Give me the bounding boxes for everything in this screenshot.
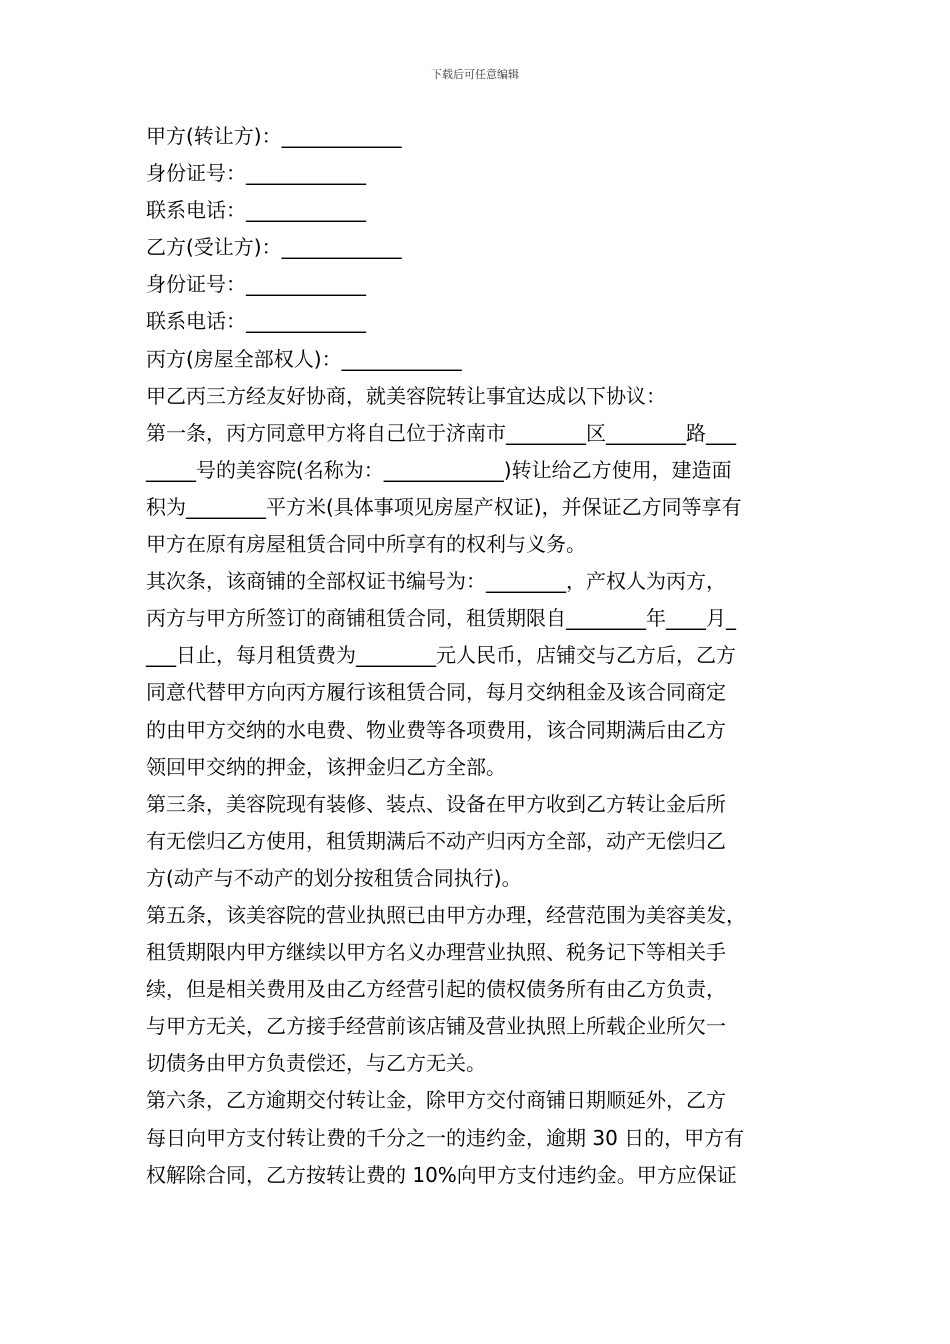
- text-line: 领回甲交纳的押金，该押金归乙方全部。: [146, 754, 506, 779]
- text-line: 身份证号：____________: [146, 272, 366, 297]
- text-line: 每日向甲方支付转让费的千分之一的违约金，逾期 30 日的，甲方有: [146, 1125, 745, 1150]
- text-line: 第三条，美容院现有装修、装点、设备在甲方收到乙方转让金后所: [146, 791, 726, 816]
- text-line: 丙方与甲方所签订的商铺租赁合同，租赁期限自________年____月_: [146, 606, 736, 631]
- text-line: 积为________平方米(具体事项见房屋产权证)，并保证乙方同等享有: [146, 494, 742, 519]
- text-line: 联系电话：____________: [146, 198, 366, 223]
- text-line: 租赁期限内甲方继续以甲方名义办理营业执照、税务记下等相关手: [146, 940, 726, 965]
- text-line: 其次条，该商铺的全部权证书编号为：________，产权人为丙方，: [146, 569, 726, 594]
- text-line: 乙方(受让方)：____________: [146, 235, 402, 260]
- text-line: 方(动产与不动产的划分按租赁合同执行)。: [146, 865, 522, 890]
- text-line: 第一条，丙方同意甲方将自己位于济南市________区________路___: [146, 420, 736, 445]
- text-line: 丙方(房屋全部权人)：____________: [146, 346, 462, 371]
- text-line: 切债务由甲方负责偿还，与乙方无关。: [146, 1051, 486, 1076]
- text-line: 的由甲方交纳的水电费、物业费等各项费用，该合同期满后由乙方: [146, 717, 726, 742]
- contract-body: [146, 118, 816, 1194]
- text-line: _____号的美容院(名称为：____________)转让给乙方使用，建造面: [146, 457, 732, 482]
- text-line: ___日止，每月租赁费为________元人民币，店铺交与乙方后，乙方: [146, 643, 736, 668]
- text-line: 身份证号：____________: [146, 161, 366, 186]
- text-line: 甲乙丙三方经友好协商，就美容院转让事宜达成以下协议：: [146, 383, 666, 408]
- text-line: 甲方(转让方)：____________: [146, 124, 402, 148]
- text-line: 第五条，该美容院的营业执照已由甲方办理，经营范围为美容美发，: [146, 902, 746, 927]
- text-line: 同意代替甲方向丙方履行该租赁合同，每月交纳租金及该合同商定: [146, 680, 726, 705]
- text-line: 第六条，乙方逾期交付转让金，除甲方交付商铺日期顺延外，乙方: [146, 1088, 726, 1113]
- page-header: 下载后可任意编辑: [431, 68, 519, 81]
- text-line: 权解除合同，乙方按转让费的 10%向甲方支付违约金。甲方应保证: [146, 1162, 737, 1187]
- text-line: 续，但是相关费用及由乙方经营引起的债权债务所有由乙方负责，: [146, 977, 726, 1002]
- text-line: 有无偿归乙方使用，租赁期满后不动产归丙方全部，动产无偿归乙: [146, 828, 726, 853]
- text-line: 联系电话：____________: [146, 309, 366, 334]
- text-line: 与甲方无关，乙方接手经营前该店铺及营业执照上所载企业所欠一: [146, 1014, 726, 1039]
- text-line: 甲方在原有房屋租赁合同中所享有的权利与义务。: [146, 532, 586, 557]
